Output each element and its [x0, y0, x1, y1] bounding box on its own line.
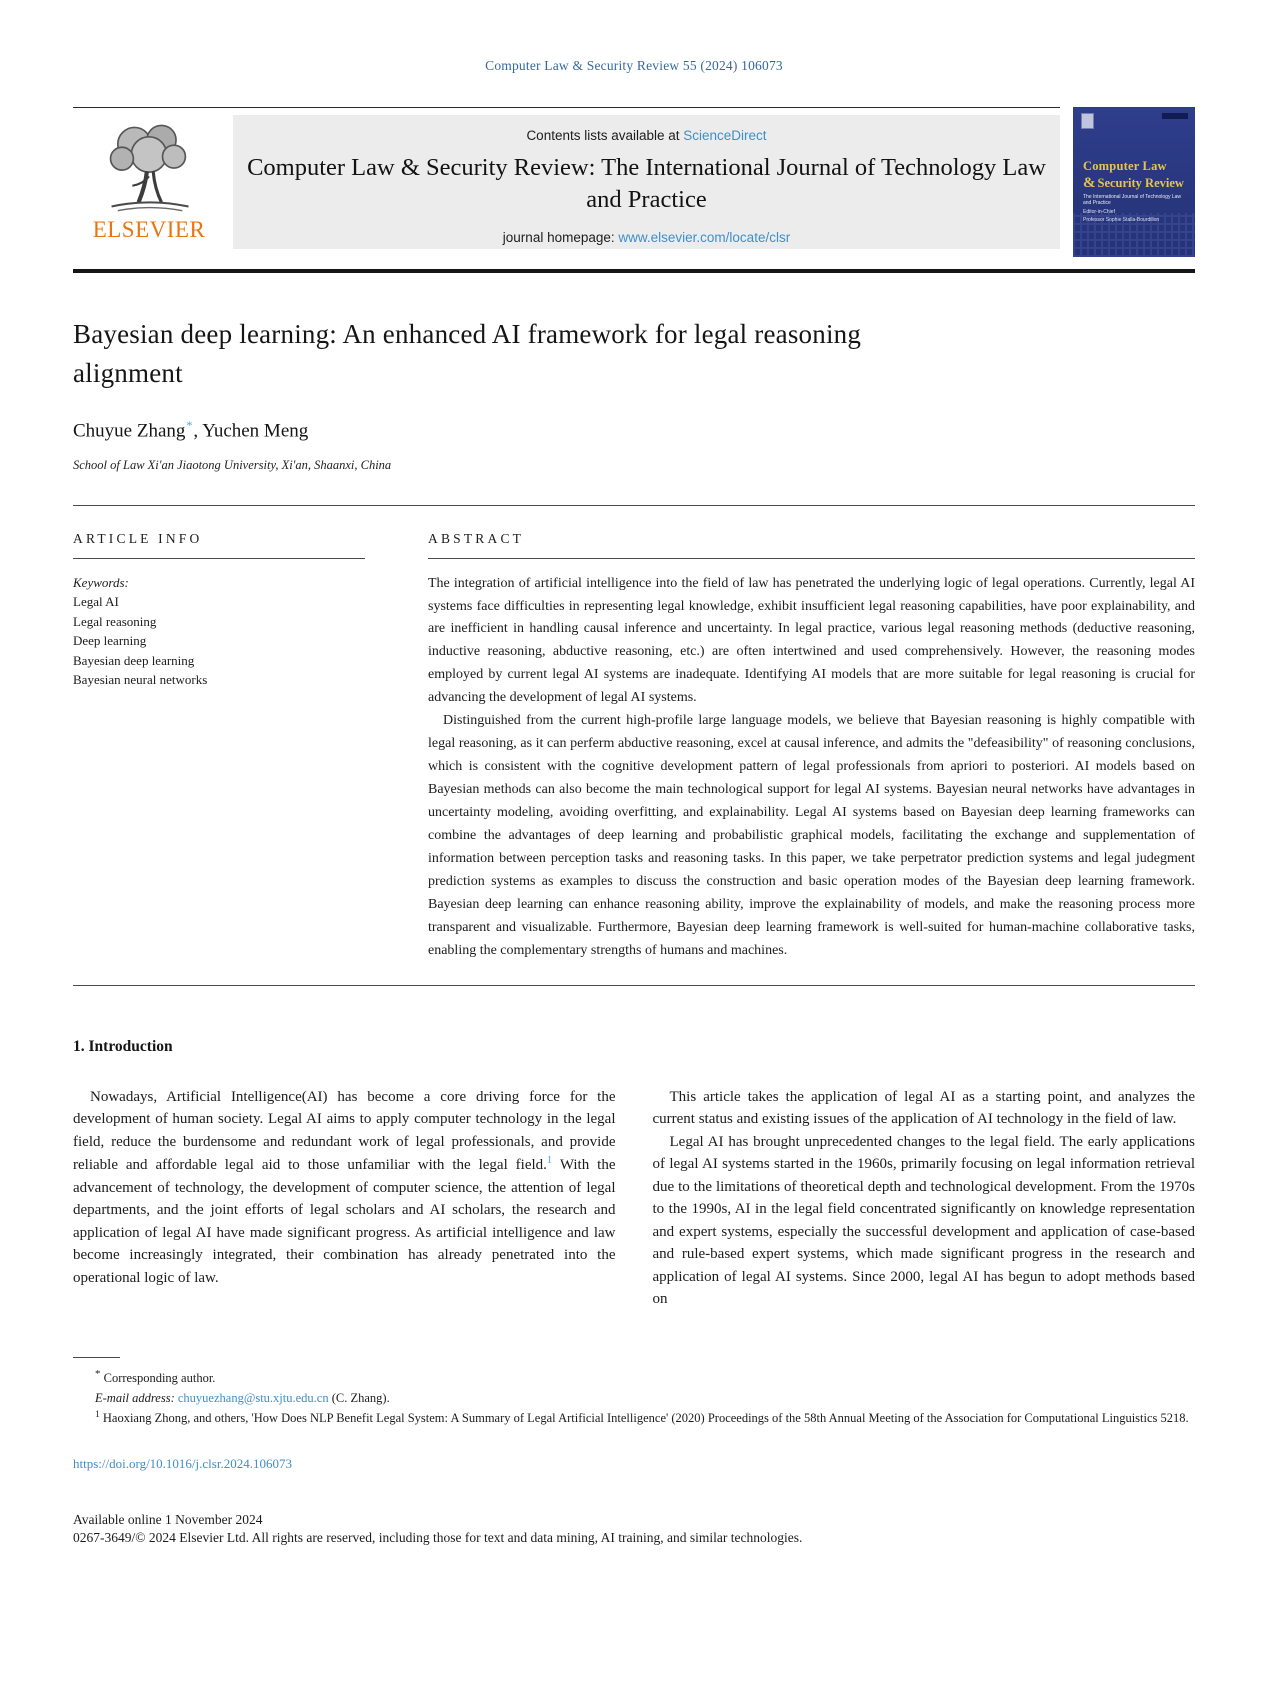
email-link[interactable]: chuyuezhang@stu.xjtu.edu.cn [177, 1390, 329, 1405]
footnote-text: Haoxiang Zhong, and others, 'How Does NLP Benefit Legal System: A Summary of Legal Artificial Intelligence' (2020) Proceedings of the 58th Annual Meeting of the Association for Computational Linguistics 5218. [99, 1411, 1189, 1426]
sciencedirect-link[interactable]: ScienceDirect [683, 128, 767, 143]
keyword-item: Deep learning [73, 633, 147, 649]
cover-issn-tag [1162, 113, 1188, 119]
journal-cover-thumbnail [1073, 107, 1195, 257]
body-paragraph: Legal AI has brought unprecedented changes to the legal field. The early applications of legal AI systems started in the 1960s, primarily focusing on legal information retrieval due to the limitations of theoretical depth and technological development. From the 1970s to the 1990s, AI in the legal field concentrated significantly on knowledge representation and expert systems, especially the successful development and application of case-based and rule-based expert systems, which made significant progress in the research and application of legal AI systems. Since 2000, legal AI has begun to adopt methods based on [652, 1133, 1195, 1308]
corresponding-author-star[interactable]: * [186, 418, 193, 433]
footnote-reference-1 [73, 1408, 1195, 1428]
abstract-paragraph: The integration of artificial intelligence into the field of law has penetrated the underlying logic of legal operations. Currently, legal AI systems face difficulties in representing legal knowledge, exhibit insufficient legal reasoning capabilities, have poor explainability, and are inefficient in handling causal inference and uncertainty. In legal practice, various legal reasoning methods (deductive reasoning, inductive reasoning, abductive reasoning, etc.) are often intertwined and used comprehensively. However, the reasoning modes employed by current legal AI systems are inadequate. Identifying AI models that are more suitable for legal reasoning is crucial for advancing the development of legal AI systems. [428, 575, 1195, 706]
footnote-divider [73, 1357, 120, 1358]
body-paragraph [73, 1086, 616, 1290]
elsevier-tree-icon [97, 119, 201, 215]
article-title: Bayesian deep learning: An enhanced AI framework for legal reasoning alignment [73, 319, 862, 388]
available-online-line: Available online 1 November 2024 [73, 1512, 263, 1528]
paragraph-text: With the advancement of technology, the development of computer science, the attention of legal departments, and the joint efforts of legal scholars and AI scholars, the research and application of legal AI have made significant progress. As artificial intelligence and law become increasingly integrated, their combination has already penetrated into the operational logic of law. [73, 1157, 616, 1286]
elsevier-wordmark: ELSEVIER [92, 217, 206, 242]
paragraph-text: Nowadays, Artificial Intelligence(AI) has become a core driving force for the development of human society. Legal AI aims to apply computer technology in the legal field, reduce the burdensome and redundant work of legal professionals, and provide reliable and affordable legal aid to those unfamiliar with the legal field. [73, 1088, 616, 1174]
elsevier-logo [73, 115, 225, 257]
doi-link[interactable]: https://doi.org/10.1016/j.clsr.2024.106073 [73, 1456, 292, 1472]
footnotes-block [73, 1366, 1195, 1428]
homepage-link[interactable]: www.elsevier.com/locate/clsr [618, 229, 791, 245]
cover-title [1083, 159, 1189, 206]
section-heading-introduction: 1. Introduction [73, 1037, 173, 1055]
keywords-label: Keywords: [73, 574, 129, 590]
journal-title: Computer Law & Security Review: The International Journal of Technology Law and Practice [247, 154, 1046, 214]
contents-line [241, 128, 1052, 143]
email-label: E-mail address: [95, 1390, 175, 1405]
contents-prefix: Contents lists available at [526, 128, 684, 143]
keyword-item: Legal AI [73, 594, 119, 610]
cover-title-line1: Computer Law [1083, 159, 1167, 173]
footnote-corresponding [73, 1366, 1195, 1388]
homepage-prefix: journal homepage: [502, 229, 619, 245]
abstract-heading: ABSTRACT [428, 531, 1195, 559]
cover-editor-label: Editor-in-Chief [1083, 209, 1115, 215]
footnote-number: 1 [95, 1409, 100, 1420]
footnote-text: (C. Zhang). [328, 1390, 390, 1405]
cover-editor-name: Professor Sophie Stalla-Bourdillon [1083, 216, 1160, 223]
cover-ampersand: & [1083, 175, 1096, 191]
footnote-ref-1-marker[interactable]: 1 [546, 1155, 553, 1167]
footnote-text: Corresponding author. [100, 1370, 216, 1385]
author-name: , Yuchen Meng [193, 420, 309, 442]
abstract-text [428, 573, 1195, 963]
journal-banner [233, 115, 1060, 249]
copyright-line: 0267-3649/© 2024 Elsevier Ltd. All rights are reserved, including those for text and data mining, AI training, and similar technologies. [73, 1530, 803, 1546]
authors-line [73, 418, 1195, 442]
footnote-email [73, 1388, 1195, 1408]
cover-pattern [1073, 213, 1195, 257]
article-info-heading: ARTICLE INFO [73, 531, 365, 559]
body-column-right [653, 1086, 1196, 1311]
cover-elsevier-mini-logo [1081, 113, 1094, 129]
doi-line [73, 1456, 1195, 1472]
cover-subtitle: The International Journal of Technology Law and Practice [1083, 194, 1182, 206]
keyword-item: Legal reasoning [73, 613, 157, 629]
body-column-left [73, 1086, 616, 1311]
header-divider [73, 269, 1195, 273]
cover-title-line2: Security Review [1097, 176, 1184, 190]
journal-header-band [73, 107, 1195, 257]
abstract-paragraph: Distinguished from the current high-profile large language models, we believe that Bayesian reasoning is highly compatible with legal reasoning, as it can perferm abductive reasoning, excel at causal inference, and admits the "defeasibility" of reasoning conclusions, which is consistent with the cognitive development pattern of legal professionals from apriori to posteriori. AI models based on Bayesian methods can also become the main technological support for legal AI systems. Bayesian neural networks have advantages in uncertainty modeling, avoiding overfitting, and explainability. Legal AI systems based on Bayesian deep learning frameworks can combine the advantages of deep learning and probabilistic graphical models, facilitating the exchange and supplementation of information between perception tasks and reasoning tasks. In this paper, we take perpetrator prediction systems and legal judegment prediction systems as examples to discuss the construction and basic operation modes of the Bayesian deep learning framework. Bayesian deep learning can enhance reasoning ability, improve the explainability of models, and make the reasoning process more transparent and visualizable. Furthermore, Bayesian deep learning framework is well-suited for human-machine collaborative tasks, enabling the complementary strengths of humans and machines. [428, 713, 1195, 958]
abstract-column [428, 531, 1195, 963]
body-paragraph: This article takes the application of legal AI as a starting point, and analyzes the current status and existing issues of the application of AI technology in the field of law. [652, 1088, 1195, 1128]
affiliation: School of Law Xi'an Jiaotong University, Xi'an, Shaanxi, China [73, 457, 392, 472]
keyword-item: Bayesian neural networks [73, 672, 208, 688]
keyword-item: Bayesian deep learning [73, 652, 195, 668]
homepage-line [241, 230, 1052, 245]
star-marker: * [95, 1367, 101, 1380]
journal-citation-header: Computer Law & Security Review 55 (2024) 106073 [485, 58, 783, 73]
header-left-block [73, 107, 1060, 257]
body-columns [73, 1086, 1195, 1311]
info-abstract-section [73, 505, 1195, 986]
article-info-column [73, 531, 365, 963]
author-name: Chuyue Zhang [73, 420, 186, 442]
keywords-block [73, 573, 365, 690]
